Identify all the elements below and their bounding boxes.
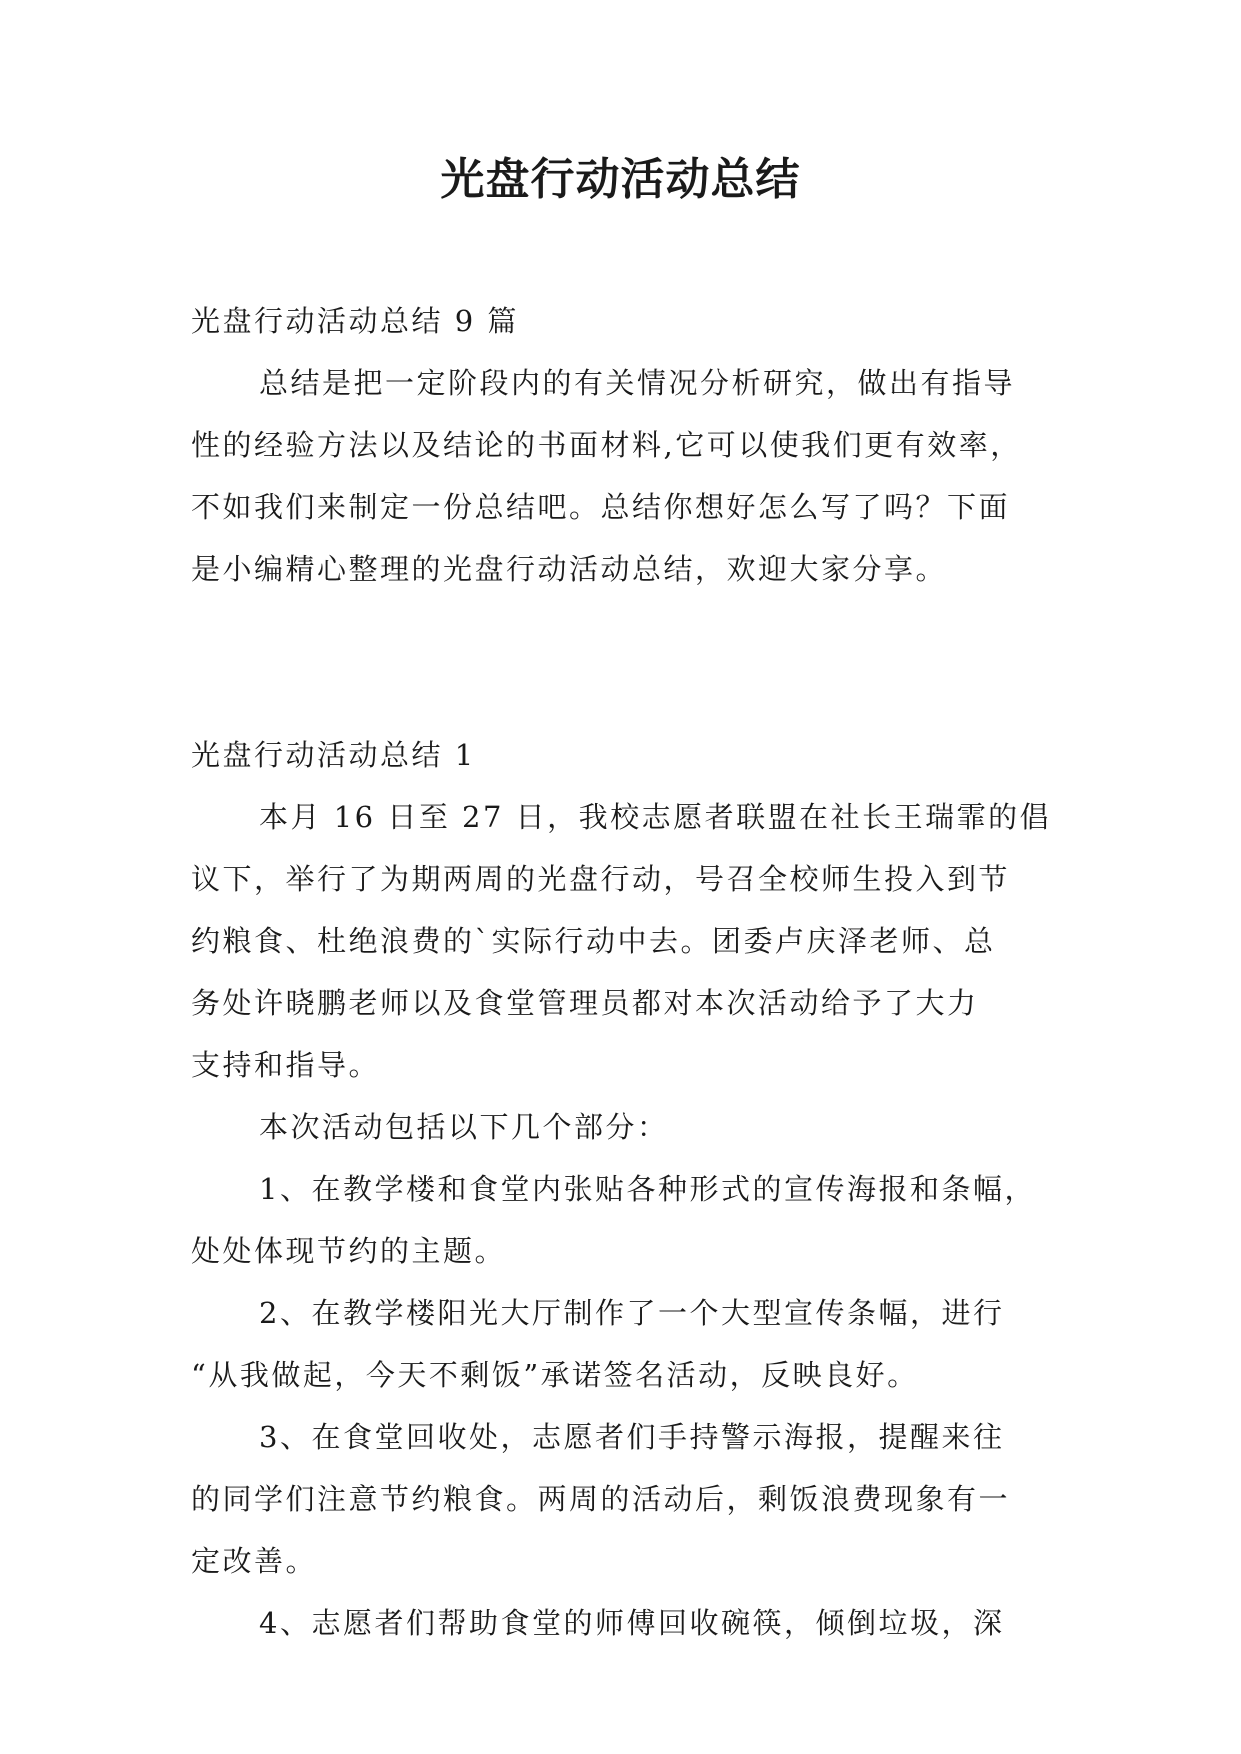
intro-line: 总结是把一定阶段内的有关情况分析研究，做出有指导 — [259, 366, 1016, 400]
list-item-line: 定改善。 — [191, 1544, 318, 1578]
paragraph-line: 务处许晓鹏老师以及食堂管理员都对本次活动给予了大力 — [191, 986, 979, 1020]
document-subtitle: 光盘行动活动总结 9 篇 — [191, 304, 519, 338]
list-item-line: 处处体现节约的主题。 — [191, 1234, 507, 1268]
intro-line: 不如我们来制定一份总结吧。总结你想好怎么写了吗？下面 — [191, 490, 1011, 524]
intro-line: 性的经验方法以及结论的书面材料,它可以使我们更有效率， — [191, 428, 1022, 462]
intro-line: 是小编精心整理的光盘行动活动总结，欢迎大家分享。 — [191, 552, 948, 586]
paragraph-line: 本月 16 日至 27 日，我校志愿者联盟在社长王瑞霏的倡 — [259, 800, 1052, 834]
document-body — [191, 290, 1059, 1654]
list-item-line: 4、志愿者们帮助食堂的师傅回收碗筷，倾倒垃圾，深 — [259, 1606, 1005, 1640]
list-item-line: 3、在食堂回收处，志愿者们手持警示海报，提醒来往 — [259, 1420, 1005, 1454]
list-item-line: 的同学们注意节约粮食。两周的活动后，剩饭浪费现象有一 — [191, 1482, 1011, 1516]
document-title: 光盘行动活动总结 — [440, 154, 801, 205]
section-spacer — [191, 600, 1059, 724]
list-item-line: 2、在教学楼阳光大厅制作了一个大型宣传条幅，进行 — [259, 1296, 1005, 1330]
list-item-line: “从我做起，今天不剩饭”承诺签名活动，反映良好。 — [191, 1358, 919, 1392]
paragraph-line: 约粮食、杜绝浪费的`实际行动中去。团委卢庆泽老师、总 — [191, 924, 996, 958]
paragraph-line: 本次活动包括以下几个部分： — [259, 1110, 669, 1144]
list-item-line: 1、在教学楼和食堂内张贴各种形式的宣传海报和条幅， — [259, 1172, 1036, 1206]
section-heading: 光盘行动活动总结 1 — [191, 738, 476, 772]
paragraph-line: 议下，举行了为期两周的光盘行动，号召全校师生投入到节 — [191, 862, 1011, 896]
paragraph-line: 支持和指导。 — [191, 1048, 381, 1082]
